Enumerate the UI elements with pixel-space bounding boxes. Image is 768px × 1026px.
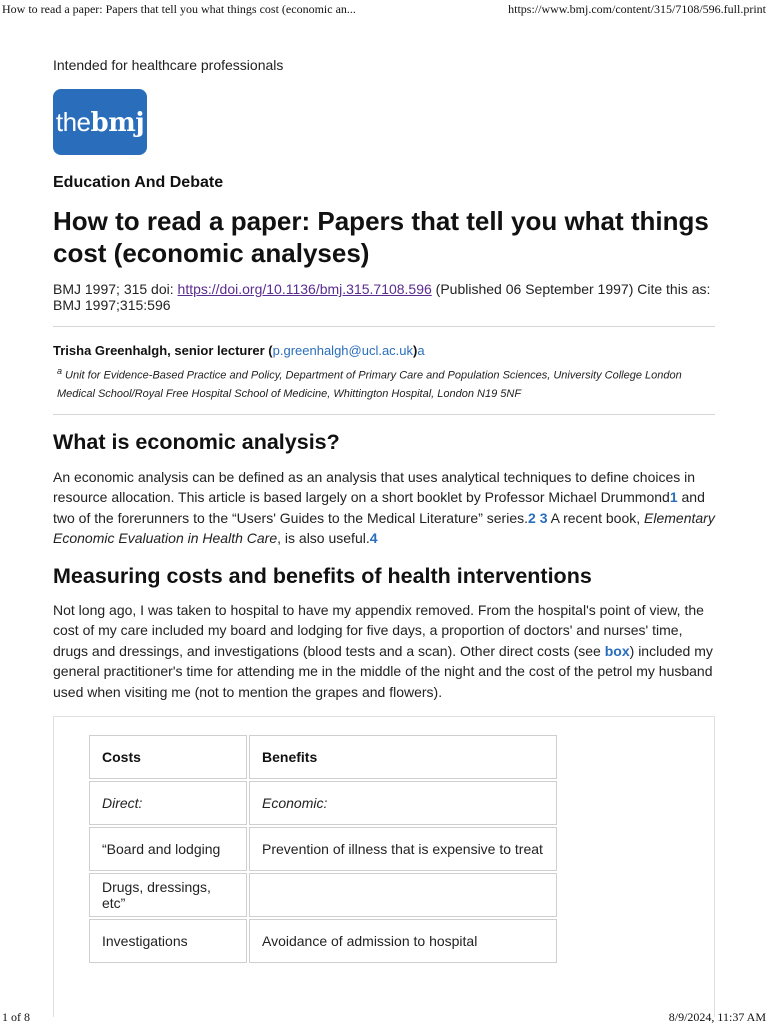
divider [53, 326, 715, 327]
citation [53, 281, 715, 313]
box-link[interactable]: box [604, 642, 630, 659]
affiliation-ref-link[interactable]: a [417, 343, 425, 358]
author-email-link[interactable]: p.greenhalgh@ucl.ac.uk [272, 343, 414, 358]
column-header-costs: Costs [89, 735, 247, 779]
table-cell: Prevention of illness that is expensive to treat [249, 827, 557, 871]
text: Not long ago, I was taken to hospital to have my appendix removed. From the hospital's point of view, the cost of my care included my board and lodging for five days, a proportion of doctors' and nurses' time, drugs and dressings, and investigations (blood tests and a scan). Other direct costs (see [53, 602, 704, 659]
author-close: ) [413, 343, 418, 358]
reference-link[interactable]: 3 [539, 509, 548, 526]
table-row [89, 919, 557, 963]
column-header-benefits: Benefits [249, 735, 557, 779]
section-heading-economic-analysis: What is economic analysis? [53, 430, 340, 454]
divider [53, 414, 715, 415]
reference-link[interactable]: 2 [528, 509, 536, 526]
author-line [53, 343, 425, 358]
table-cell: Investigations [89, 919, 247, 963]
text: An economic analysis can be defined as an analysis that uses analytical techniques to define choices in resource allocation. This article is based largely on a short booklet by Professor Michael Drummond [53, 469, 696, 506]
citation-suffix: (Published 06 September 1997) Cite this as: BMJ 1997;315:596 [53, 281, 711, 313]
table-row [89, 827, 557, 871]
section-heading-measuring-costs: Measuring costs and benefits of health interventions [53, 564, 592, 588]
table-cell: Economic: [249, 781, 557, 825]
paragraph-economic-analysis [53, 467, 715, 549]
costs-benefits-box [53, 716, 715, 1017]
print-header [0, 2, 768, 18]
table-cell: Drugs, dressings, etc” [89, 873, 247, 917]
affiliation-text: Unit for Evidence-Based Practice and Policy, Department of Primary Care and Population Sciences, University College London Medical School/Royal Free Hospital School of Medicine, Whittington Hospital, London N19 5NF [57, 369, 682, 400]
article-title: How to read a paper: Papers that tell you what things cost (economic analyses) [53, 206, 709, 268]
text: ) included my general practitioner's time for attending me in the middle of the night and the cost of the petrol my husband used when visiting me (not to mention the grapes and flowers). [53, 642, 713, 700]
article-category: Education And Debate [53, 174, 224, 191]
table-cell: Avoidance of admission to hospital [249, 919, 557, 963]
affiliation [57, 362, 713, 403]
audience-notice: Intended for healthcare professionals [53, 57, 284, 73]
reference-link[interactable]: 4 [369, 530, 378, 547]
bmj-logo[interactable] [53, 89, 147, 155]
print-header-url: https://www.bmj.com/content/315/7108/596.full.print [508, 2, 766, 16]
reference-link[interactable]: 1 [669, 489, 678, 506]
citation-prefix: BMJ 1997; 315 doi: [53, 281, 178, 297]
logo-text-bmj: bmj [90, 108, 145, 138]
print-header-title: How to read a paper: Papers that tell you what things cost (economic an... [2, 2, 356, 16]
text: and two of the forerunners to the “Users' Guides to the Medical Literature” series. [53, 489, 705, 526]
affiliation-marker: a [57, 366, 63, 376]
book-title: Elementary Economic Evaluation in Health Care [53, 509, 715, 547]
table-cell: “Board and lodging [89, 827, 247, 871]
table-cell [249, 873, 557, 917]
table-row [89, 873, 557, 917]
text: A recent book, [547, 509, 645, 526]
print-datetime: 8/9/2024, 11:37 AM [668, 1010, 766, 1024]
table-row [89, 781, 557, 825]
paragraph-measuring-costs [53, 600, 715, 702]
author-name: Trisha Greenhalgh, senior lecturer ( [53, 343, 273, 358]
page-count: 1 of 8 [2, 1010, 30, 1024]
table-cell: Direct: [89, 781, 247, 825]
logo-text-the: the [55, 107, 91, 137]
doi-link[interactable]: https://doi.org/10.1136/bmj.315.7108.596 [177, 281, 432, 297]
text: , is also useful. [277, 530, 370, 547]
costs-benefits-table [87, 733, 559, 965]
table-header-row [89, 735, 557, 779]
